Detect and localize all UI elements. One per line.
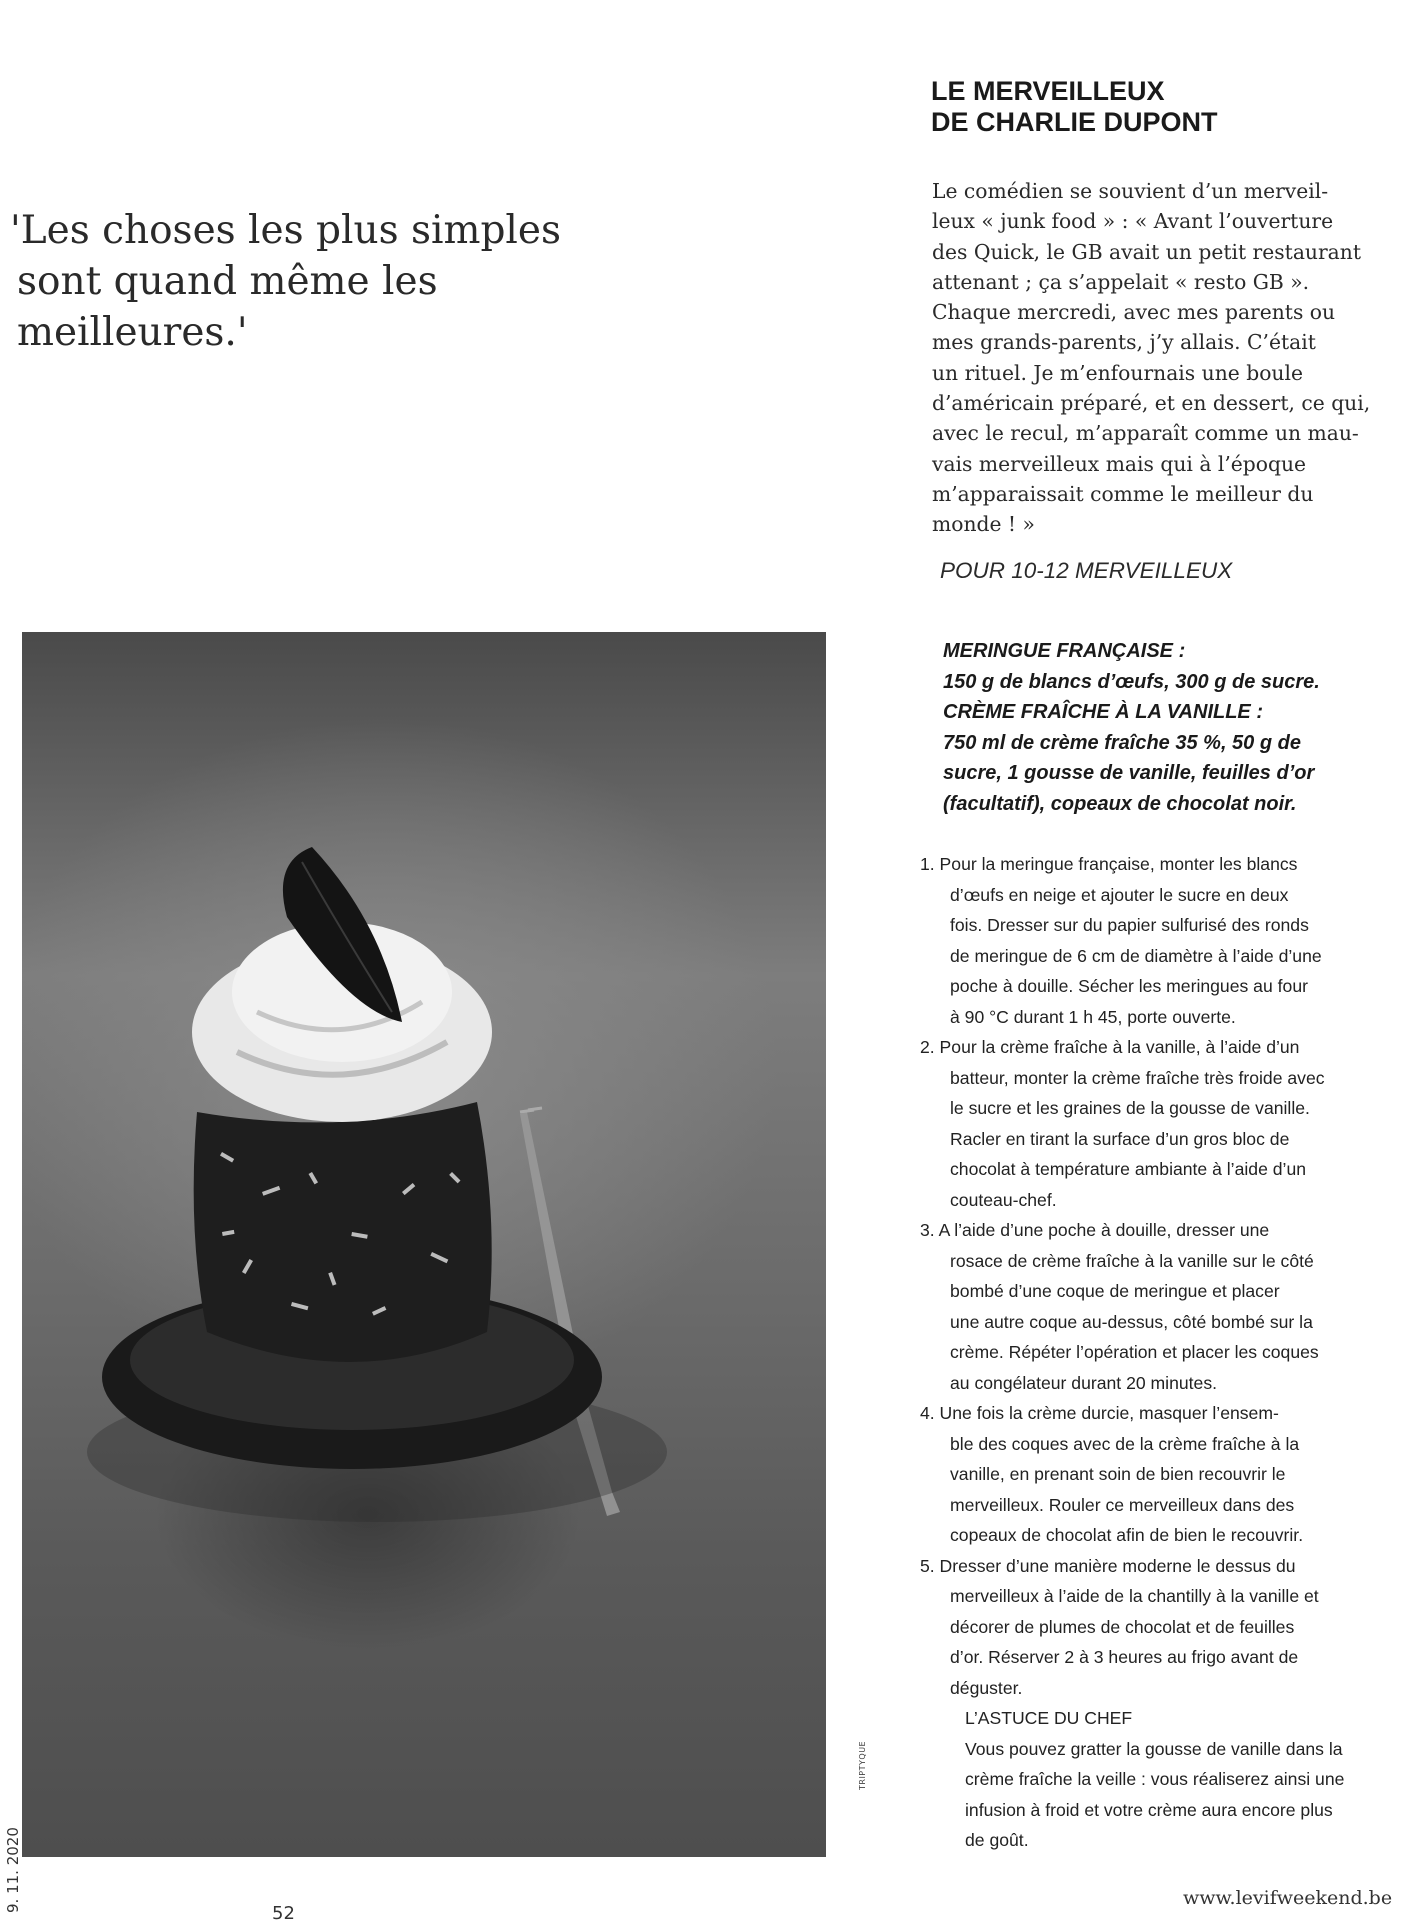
- intro-line: m’apparaissait comme le meilleur du: [932, 481, 1314, 506]
- intro-line: vais merveilleux mais qui à l’époque: [932, 451, 1307, 476]
- step-line: d’œufs en neige et ajouter le sucre en deux: [950, 884, 1289, 905]
- step-line: fois. Dresser sur du papier sulfurisé des ronds: [950, 915, 1309, 935]
- step-line: 1. Pour la meringue française, monter les blancs: [920, 854, 1298, 874]
- step-line: bombé d’une coque de meringue et placer: [950, 1281, 1280, 1301]
- tip-title: L’ASTUCE DU CHEF: [965, 1708, 1133, 1728]
- intro-line: Chaque mercredi, avec mes parents ou: [932, 300, 1336, 325]
- article-headline: [931, 76, 1371, 138]
- step-line: copeaux de chocolat afin de bien le recouvrir.: [950, 1525, 1304, 1545]
- intro-line: d’américain préparé, et en dessert, ce qui,: [932, 391, 1371, 416]
- page-number: 52: [272, 1903, 295, 1924]
- chef-tip: [920, 1703, 1390, 1856]
- intro-line: mes grands-parents, j’y allais. C’était: [932, 330, 1316, 355]
- step-5: [920, 1551, 1390, 1704]
- recipe-steps: [920, 849, 1390, 1856]
- step-line: rosace de crème fraîche à la vanille sur le côté: [950, 1250, 1314, 1271]
- step-line: 4. Une fois la crème durcie, masquer l’ensem-: [920, 1403, 1279, 1423]
- ingredient-line: 750 ml de crème fraîche 35 %, 50 g de: [943, 731, 1301, 754]
- step-line: ble des coques avec de la crème fraîche à la: [950, 1433, 1300, 1454]
- ingredient-heading: MERINGUE FRANÇAISE :: [943, 640, 1186, 662]
- pull-quote: [10, 205, 610, 358]
- intro-line: monde ! »: [932, 512, 1035, 537]
- issue-date: 9. 11. 2020: [4, 1827, 22, 1913]
- intro-line: attenant ; ça s’appelait « resto GB ».: [932, 269, 1310, 294]
- quote-line: 'Les choses les plus simples: [10, 208, 561, 253]
- step-1: [920, 849, 1390, 1032]
- step-line: le sucre et les graines de la gousse de vanille.: [950, 1098, 1310, 1118]
- ingredient-line: (facultatif), copeaux de chocolat noir.: [943, 792, 1297, 815]
- tip-line: crème fraîche la veille : vous réaliserez ainsi une: [965, 1769, 1345, 1789]
- step-line: merveilleux. Rouler ce merveilleux dans des: [950, 1494, 1295, 1515]
- tip-line: Vous pouvez gratter la gousse de vanille dans la: [965, 1738, 1343, 1759]
- step-line: 3. A l’aide d’une poche à douille, dresser une: [920, 1220, 1270, 1240]
- step-line: couteau-chef.: [950, 1189, 1057, 1210]
- step-line: 5. Dresser d’une manière moderne le dessus du: [920, 1555, 1296, 1576]
- website-url: www.levifweekend.be: [1183, 1887, 1393, 1909]
- intro-line: Le comédien se souvient d’un merveil-: [932, 179, 1329, 203]
- step-line: Racler en tirant la surface d’un gros bloc de: [950, 1128, 1290, 1149]
- step-4: [920, 1398, 1390, 1551]
- ingredient-line: 150 g de blancs d’œufs, 300 g de sucre.: [943, 670, 1320, 693]
- dessert-photo: [22, 632, 826, 1857]
- step-3: [920, 1215, 1390, 1398]
- step-line: décorer de plumes de chocolat et de feuilles: [950, 1616, 1295, 1637]
- headline-line: LE MERVEILLEUX: [931, 76, 1165, 106]
- step-line: de meringue de 6 cm de diamètre à l’aide d’une: [950, 945, 1322, 966]
- recipe-yield: POUR 10-12 MERVEILLEUX: [940, 558, 1233, 583]
- step-2: [920, 1032, 1390, 1215]
- merveilleux-illustration: [22, 632, 826, 1857]
- step-line: une autre coque au-dessus, côté bombé sur la: [950, 1311, 1313, 1332]
- ingredients-list: [943, 636, 1343, 819]
- ingredient-line: sucre, 1 gousse de vanille, feuilles d’or: [943, 762, 1315, 784]
- step-line: déguster.: [950, 1677, 1023, 1698]
- step-line: 2. Pour la crème fraîche à la vanille, à l’aide d’un: [920, 1037, 1300, 1057]
- step-line: poche à douille. Sécher les meringues au four: [950, 976, 1308, 996]
- intro-line: leux « junk food » : « Avant l’ouverture: [932, 209, 1334, 234]
- photo-credit: TRIPTYQUE: [858, 1740, 867, 1790]
- quote-line: sont quand même les: [17, 259, 438, 304]
- step-line: au congélateur durant 20 minutes.: [950, 1372, 1218, 1393]
- quote-line: meilleures.': [17, 310, 248, 355]
- step-line: chocolat à température ambiante à l’aide d’un: [950, 1159, 1307, 1179]
- step-line: vanille, en prenant soin de bien recouvrir le: [950, 1464, 1286, 1484]
- tip-line: infusion à froid et votre crème aura encore plus: [965, 1799, 1333, 1820]
- intro-line: avec le recul, m’apparaît comme un mau-: [932, 421, 1359, 446]
- headline-line: DE CHARLIE DUPONT: [931, 107, 1218, 137]
- step-line: d’or. Réserver 2 à 3 heures au frigo avant de: [950, 1647, 1299, 1667]
- ingredient-heading: CRÈME FRAÎCHE À LA VANILLE :: [943, 701, 1263, 723]
- intro-line: un rituel. Je m’enfournais une boule: [932, 360, 1303, 385]
- step-line: crème. Répéter l’opération et placer les coques: [950, 1342, 1319, 1362]
- intro-line: des Quick, le GB avait un petit restaurant: [932, 239, 1361, 264]
- step-line: batteur, monter la crème fraîche très froide avec: [950, 1067, 1325, 1088]
- intro-paragraph: [932, 176, 1382, 540]
- step-line: à 90 °C durant 1 h 45, porte ouverte.: [950, 1006, 1236, 1027]
- tip-line: de goût.: [965, 1830, 1029, 1850]
- step-line: merveilleux à l’aide de la chantilly à la vanille et: [950, 1586, 1319, 1606]
